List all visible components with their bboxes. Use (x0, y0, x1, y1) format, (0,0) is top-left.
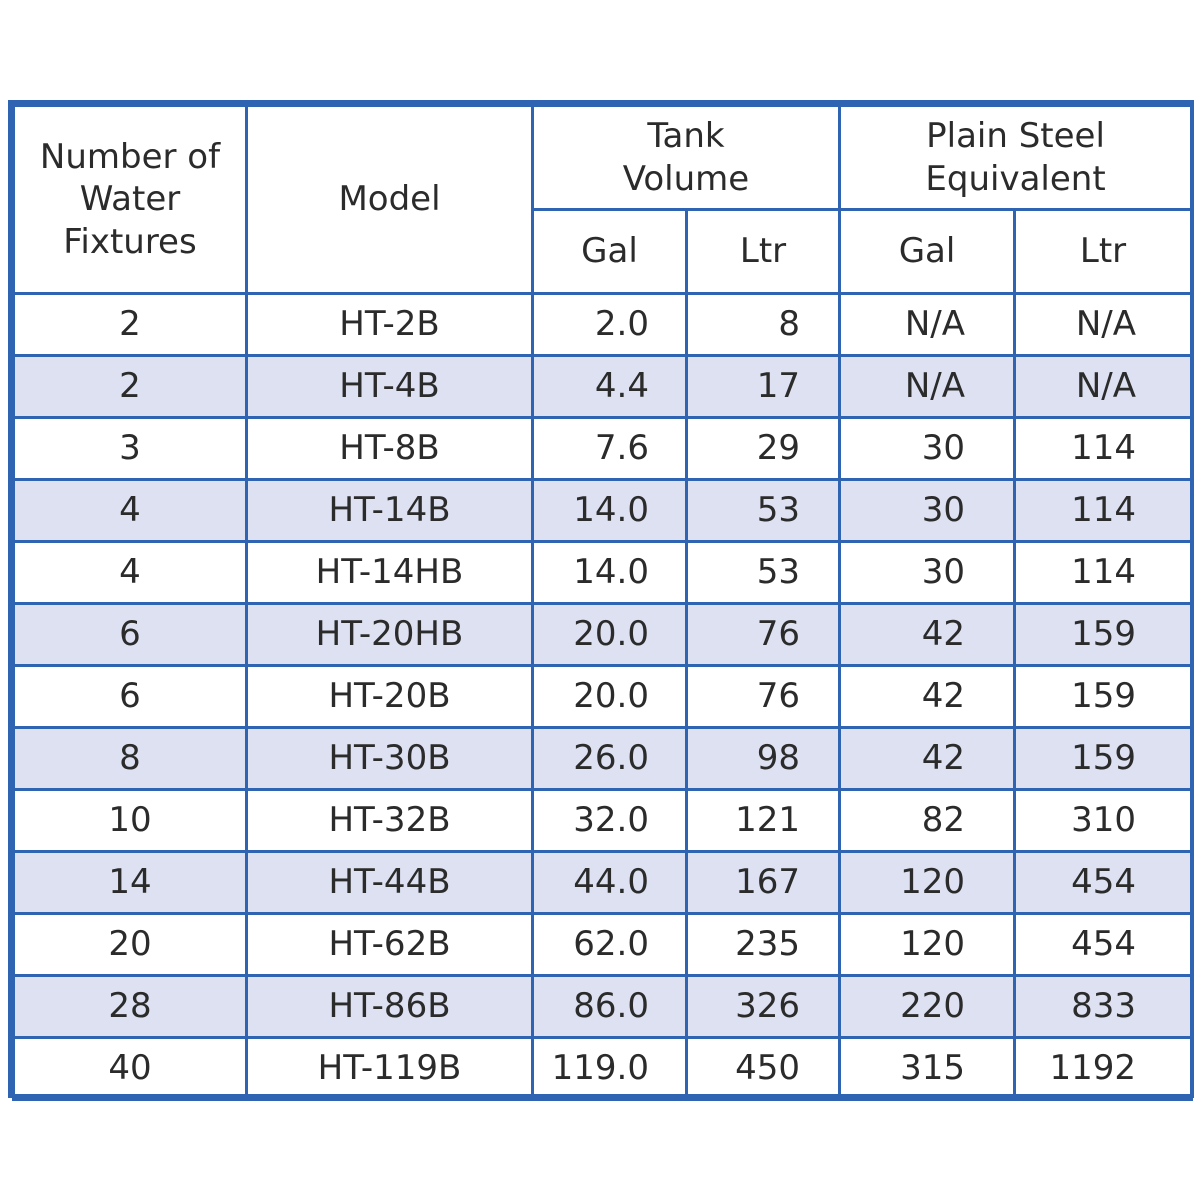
cell-fixtures: 28 (14, 976, 247, 1038)
cell-steel-gal: N/A (840, 356, 1015, 418)
cell-tank-gal: 20.0 (533, 604, 687, 666)
table-header (14, 106, 1192, 294)
cell-model: HT-30B (247, 728, 533, 790)
cell-steel-gal: 220 (840, 976, 1015, 1038)
table-row (14, 480, 1192, 542)
cell-steel-ltr: 114 (1015, 542, 1192, 604)
table-row (14, 914, 1192, 976)
table-row (14, 294, 1192, 356)
cell-fixtures: 20 (14, 914, 247, 976)
cell-steel-ltr: 310 (1015, 790, 1192, 852)
cell-steel-gal: 120 (840, 852, 1015, 914)
cell-tank-ltr: 53 (687, 542, 840, 604)
cell-steel-gal: 82 (840, 790, 1015, 852)
cell-fixtures: 6 (14, 666, 247, 728)
cell-tank-gal: 86.0 (533, 976, 687, 1038)
cell-fixtures: 2 (14, 294, 247, 356)
cell-steel-gal: N/A (840, 294, 1015, 356)
tank-volume-table (12, 104, 1193, 1101)
table-row (14, 666, 1192, 728)
table-row (14, 852, 1192, 914)
cell-model: HT-14HB (247, 542, 533, 604)
cell-steel-ltr: 159 (1015, 728, 1192, 790)
table-row (14, 1038, 1192, 1100)
cell-steel-gal: 42 (840, 728, 1015, 790)
table-row (14, 728, 1192, 790)
cell-steel-ltr: 833 (1015, 976, 1192, 1038)
table-row (14, 542, 1192, 604)
cell-tank-ltr: 98 (687, 728, 840, 790)
header-steel-gal: Gal (840, 210, 1015, 294)
cell-tank-ltr: 17 (687, 356, 840, 418)
header-tank-ltr: Ltr (687, 210, 840, 294)
cell-tank-gal: 26.0 (533, 728, 687, 790)
cell-fixtures: 2 (14, 356, 247, 418)
cell-tank-gal: 20.0 (533, 666, 687, 728)
cell-tank-gal: 4.4 (533, 356, 687, 418)
cell-tank-ltr: 8 (687, 294, 840, 356)
cell-model: HT-14B (247, 480, 533, 542)
cell-fixtures: 6 (14, 604, 247, 666)
cell-steel-ltr: 454 (1015, 852, 1192, 914)
cell-steel-gal: 42 (840, 604, 1015, 666)
cell-steel-ltr: 159 (1015, 604, 1192, 666)
cell-steel-gal: 120 (840, 914, 1015, 976)
header-tank-gal: Gal (533, 210, 687, 294)
cell-model: HT-44B (247, 852, 533, 914)
cell-fixtures: 4 (14, 480, 247, 542)
cell-tank-ltr: 167 (687, 852, 840, 914)
cell-steel-ltr: 114 (1015, 480, 1192, 542)
cell-fixtures: 8 (14, 728, 247, 790)
cell-steel-ltr: N/A (1015, 294, 1192, 356)
cell-model: HT-20B (247, 666, 533, 728)
cell-steel-gal: 42 (840, 666, 1015, 728)
cell-model: HT-8B (247, 418, 533, 480)
cell-tank-gal: 62.0 (533, 914, 687, 976)
cell-fixtures: 40 (14, 1038, 247, 1100)
table-row (14, 976, 1192, 1038)
table-row (14, 418, 1192, 480)
cell-tank-gal: 14.0 (533, 480, 687, 542)
cell-steel-gal: 30 (840, 418, 1015, 480)
cell-fixtures: 10 (14, 790, 247, 852)
header-steel-ltr: Ltr (1015, 210, 1192, 294)
cell-tank-gal: 14.0 (533, 542, 687, 604)
cell-model: HT-32B (247, 790, 533, 852)
header-tank-volume: Tank Volume (533, 106, 840, 210)
cell-tank-ltr: 235 (687, 914, 840, 976)
cell-steel-gal: 30 (840, 542, 1015, 604)
header-plain-steel-equivalent: Plain Steel Equivalent (840, 106, 1192, 210)
cell-model: HT-62B (247, 914, 533, 976)
cell-steel-ltr: 454 (1015, 914, 1192, 976)
header-fixtures: Number of Water Fixtures (14, 106, 247, 294)
cell-fixtures: 3 (14, 418, 247, 480)
cell-tank-gal: 44.0 (533, 852, 687, 914)
header-model: Model (247, 106, 533, 294)
cell-tank-ltr: 29 (687, 418, 840, 480)
cell-model: HT-4B (247, 356, 533, 418)
cell-tank-gal: 119.0 (533, 1038, 687, 1100)
tank-volume-table-frame (8, 100, 1194, 1098)
cell-tank-ltr: 53 (687, 480, 840, 542)
cell-model: HT-2B (247, 294, 533, 356)
cell-model: HT-119B (247, 1038, 533, 1100)
cell-tank-gal: 7.6 (533, 418, 687, 480)
cell-steel-ltr: 1192 (1015, 1038, 1192, 1100)
cell-steel-ltr: 114 (1015, 418, 1192, 480)
cell-steel-gal: 315 (840, 1038, 1015, 1100)
cell-steel-gal: 30 (840, 480, 1015, 542)
table-body (14, 294, 1192, 1100)
cell-tank-ltr: 76 (687, 604, 840, 666)
cell-tank-gal: 32.0 (533, 790, 687, 852)
cell-model: HT-86B (247, 976, 533, 1038)
table-row (14, 604, 1192, 666)
table-row (14, 790, 1192, 852)
cell-steel-ltr: N/A (1015, 356, 1192, 418)
cell-tank-gal: 2.0 (533, 294, 687, 356)
table-row (14, 356, 1192, 418)
cell-steel-ltr: 159 (1015, 666, 1192, 728)
cell-tank-ltr: 326 (687, 976, 840, 1038)
cell-fixtures: 14 (14, 852, 247, 914)
cell-model: HT-20HB (247, 604, 533, 666)
cell-tank-ltr: 450 (687, 1038, 840, 1100)
cell-tank-ltr: 121 (687, 790, 840, 852)
cell-fixtures: 4 (14, 542, 247, 604)
cell-tank-ltr: 76 (687, 666, 840, 728)
